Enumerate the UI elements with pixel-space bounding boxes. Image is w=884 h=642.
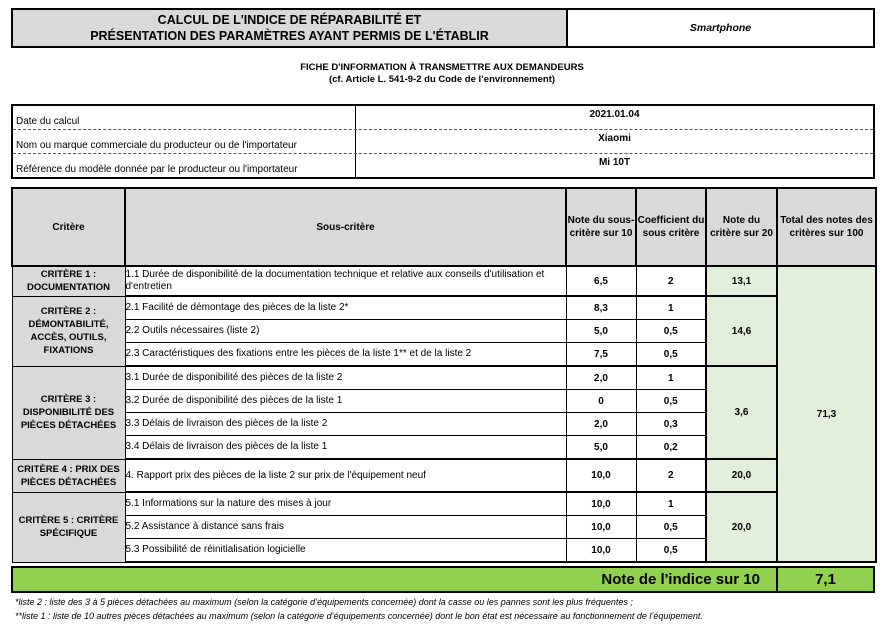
subcriterion-label: 4. Rapport prix des pièces de la liste 2 sur prix de l'équipement neuf — [125, 459, 566, 492]
header-critere: Critère — [12, 188, 125, 266]
total-score: 71,3 — [777, 266, 876, 562]
subcriterion-label: 1.1 Durée de disponibilité de la documentation technique et relative aux conseils d'utilisation et d'entretien — [125, 266, 566, 296]
subcriterion-note: 6,5 — [566, 266, 636, 296]
subcriterion-label: 3.4 Délais de livraison des pièces de la liste 1 — [125, 436, 566, 460]
subcriterion-coef: 0,5 — [636, 320, 706, 343]
header-total: Total des notes des critères sur 100 — [777, 188, 876, 266]
subcriterion-coef: 2 — [636, 459, 706, 492]
header-note10: Note du sous-critère sur 10 — [566, 188, 636, 266]
criterion-5-label: CRITÈRE 5 : CRITÈRE SPÉCIFIQUE — [12, 492, 125, 562]
subcriterion-note: 2,0 — [566, 366, 636, 390]
table-row — [12, 366, 876, 390]
subcriterion-label: 5.3 Possibilité de réinitialisation logicielle — [125, 539, 566, 563]
fiche-line-1: FICHE D'INFORMATION À TRANSMETTRE AUX DEMANDEURS — [300, 62, 584, 73]
model-label: Référence du modèle donnée par le producteur ou l'importateur — [13, 154, 356, 177]
subcriterion-coef: 0,5 — [636, 390, 706, 413]
page-title — [13, 10, 568, 46]
criterion-2-label: CRITÈRE 2 : DÉMONTABILITÉ, ACCÈS, OUTILS, FIXATIONS — [12, 296, 125, 366]
subcriterion-note: 5,0 — [566, 320, 636, 343]
title-line-1: CALCUL DE L'INDICE DE RÉPARABILITÉ ET — [157, 13, 422, 27]
subcriterion-note: 5,0 — [566, 436, 636, 460]
table-row — [12, 459, 876, 492]
info-row-model — [13, 153, 873, 177]
criterion-3-label: CRITÈRE 3 : DISPONIBILITÉ DES PIÈCES DÉTACHÉES — [12, 366, 125, 459]
header-note20: Note du critère sur 20 — [706, 188, 777, 266]
table-row — [12, 492, 876, 516]
subcriterion-label: 3.1 Durée de disponibilité des pièces de la liste 2 — [125, 366, 566, 390]
table-header-row — [12, 188, 876, 266]
subcriterion-label: 2.2 Outils nécessaires (liste 2) — [125, 320, 566, 343]
subcriterion-coef: 1 — [636, 492, 706, 516]
criterion-3-note20: 3,6 — [706, 366, 777, 459]
info-row-brand — [13, 129, 873, 153]
subcriterion-note: 8,3 — [566, 296, 636, 320]
subcriterion-label: 2.1 Facilité de démontage des pièces de la liste 2* — [125, 296, 566, 320]
table-row — [12, 266, 876, 296]
product-category: Smartphone — [689, 22, 752, 34]
criterion-1-label: CRITÈRE 1 : DOCUMENTATION — [12, 266, 125, 296]
model-value: Mi 10T — [598, 157, 631, 168]
subcriterion-coef: 2 — [636, 266, 706, 296]
subcriterion-label: 2.3 Caractéristiques des fixations entre les pièces de la liste 1** et de la liste 2 — [125, 343, 566, 367]
subcriterion-label: 3.3 Délais de livraison des pièces de la liste 2 — [125, 413, 566, 436]
subcriterion-coef: 0,5 — [636, 516, 706, 539]
footnote-liste-2: *liste 2 : liste des 3 à 5 pièces détachées au maximum (selon la catégorie d’équipements concernée) dont la casse ou les pannes sont les plus fréquentes ; — [15, 597, 633, 607]
subcriterion-note: 10,0 — [566, 539, 636, 563]
subcriterion-coef: 0,3 — [636, 413, 706, 436]
subcriterion-coef: 0,2 — [636, 436, 706, 460]
title-line-2: PRÉSENTATION DES PARAMÈTRES AYANT PERMIS DE L'ÉTABLIR — [90, 29, 489, 43]
header-box — [11, 8, 875, 48]
header-sous-critere: Sous-critère — [125, 188, 566, 266]
info-row-date — [13, 106, 873, 129]
brand-value: Xiaomi — [598, 133, 631, 144]
subcriterion-coef: 0,5 — [636, 539, 706, 563]
criterion-5-note20: 20,0 — [706, 492, 777, 562]
header-coef: Coefficient du sous critère — [636, 188, 706, 266]
final-score-bar — [11, 566, 875, 593]
fiche-line-2: (cf. Article L. 541-9-2 du Code de l’environnement) — [328, 74, 556, 85]
scoring-table — [11, 187, 877, 563]
final-score-label: Note de l'indice sur 10 — [13, 568, 778, 591]
subcriterion-label: 3.2 Durée de disponibilité des pièces de la liste 1 — [125, 390, 566, 413]
criterion-4-label: CRITÈRE 4 : PRIX DES PIÈCES DÉTACHÉES — [12, 459, 125, 492]
subcriterion-note: 10,0 — [566, 492, 636, 516]
subcriterion-note: 2,0 — [566, 413, 636, 436]
info-table — [11, 104, 875, 179]
fiche-subtitle — [150, 62, 734, 86]
subcriterion-note: 10,0 — [566, 459, 636, 492]
criterion-1-note20: 13,1 — [706, 266, 777, 296]
criterion-4-note20: 20,0 — [706, 459, 777, 492]
brand-label: Nom ou marque commerciale du producteur ou de l'importateur — [13, 130, 356, 153]
subcriterion-note: 10,0 — [566, 516, 636, 539]
subcriterion-coef: 1 — [636, 366, 706, 390]
criterion-2-note20: 14,6 — [706, 296, 777, 366]
date-value: 2021.01.04 — [589, 109, 640, 120]
footnote-liste-1: **liste 1 : liste de 10 autres pièces détachées au maximum (selon la catégorie d’équipements concernée) dont le bon état est nécessaire au fonctionnement de l’équipement. — [15, 611, 703, 621]
subcriterion-label: 5.1 Informations sur la nature des mises à jour — [125, 492, 566, 516]
subcriterion-note: 7,5 — [566, 343, 636, 367]
date-label: Date du calcul — [13, 106, 356, 129]
table-row — [12, 296, 876, 320]
subcriterion-note: 0 — [566, 390, 636, 413]
subcriterion-coef: 0,5 — [636, 343, 706, 367]
final-score-value: 7,1 — [815, 571, 836, 588]
subcriterion-label: 5.2 Assistance à distance sans frais — [125, 516, 566, 539]
subcriterion-coef: 1 — [636, 296, 706, 320]
